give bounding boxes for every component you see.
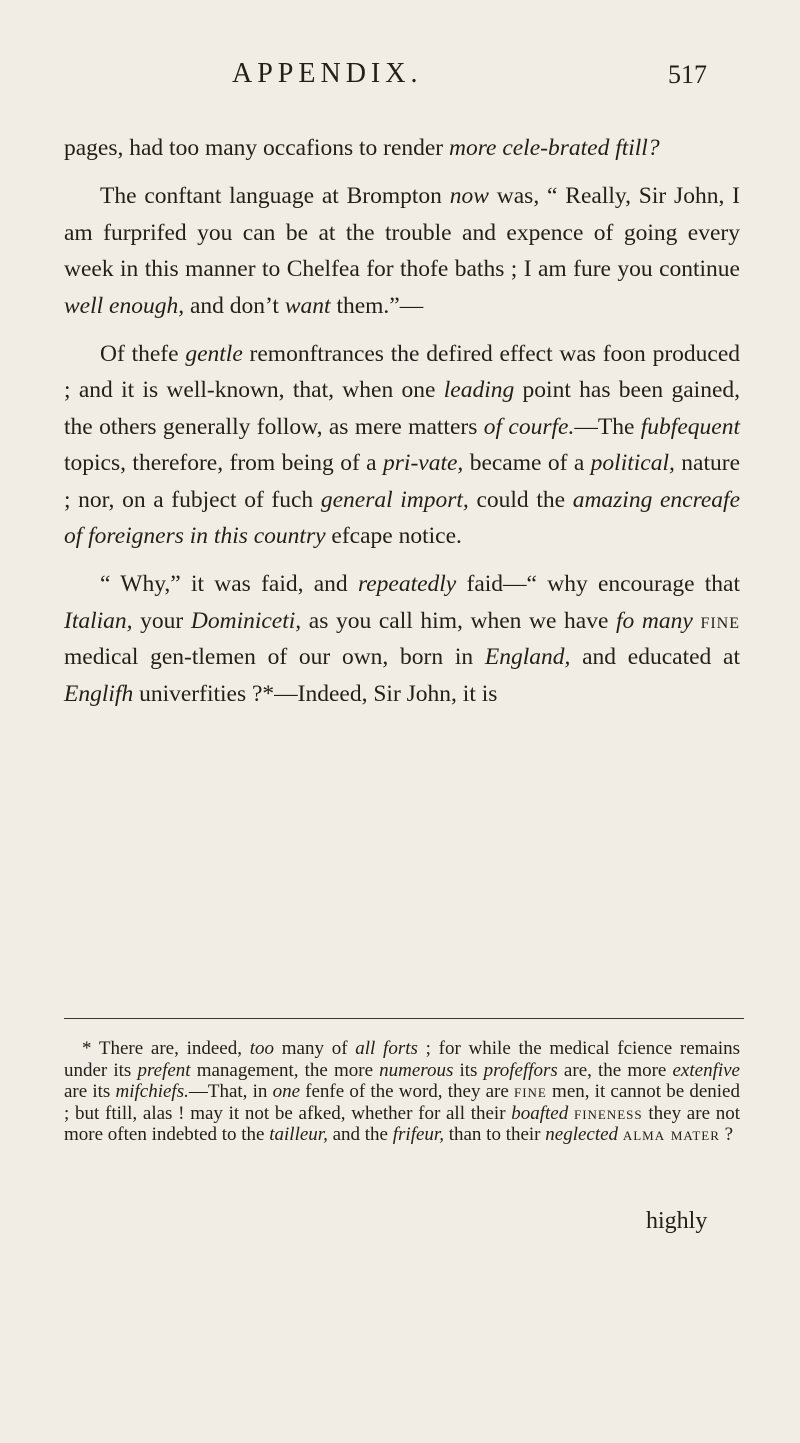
italic-span: well enough, — [64, 292, 185, 319]
text-span: pages, had too many occafions to render — [64, 135, 450, 161]
italic-span: pri-vate, — [383, 450, 464, 477]
italic-span: repeatedly — [357, 571, 457, 598]
text-span: they are not more often indebted to the — [64, 1102, 740, 1145]
text-span: management, the more — [190, 1059, 380, 1081]
text-span: “ Why,” it was faid, and — [100, 571, 358, 598]
text-span: than to their — [443, 1124, 546, 1145]
text-span: fenfe of the word, they are — [300, 1081, 514, 1102]
page-number: 517 — [668, 60, 707, 89]
text-span: * There are, indeed, — [82, 1038, 250, 1059]
footnote — [64, 1038, 740, 1146]
text-span: could the — [468, 486, 573, 513]
text-span: many of — [274, 1038, 356, 1059]
italic-span: neglected — [545, 1124, 619, 1145]
text-span: point has been gained, the others generally follow, as mere matters — [64, 377, 740, 440]
italic-span: fubfequent — [640, 413, 740, 440]
italic-span: Dominiceti, — [190, 607, 302, 634]
text-span: faid—“ why encourage that — [456, 571, 740, 598]
text-span: and don’t — [184, 292, 285, 319]
italic-span: extenfive — [672, 1059, 740, 1081]
italic-span: profeffors — [483, 1059, 558, 1081]
page-header — [0, 58, 800, 98]
italic-span: fo many — [616, 607, 693, 634]
italic-span: all forts — [355, 1038, 418, 1059]
running-head: APPENDIX. — [232, 58, 423, 89]
italic-span: boafted — [511, 1102, 569, 1124]
italic-span: amazing encreafe of foreigners in this country — [64, 486, 741, 550]
text-span: men, it cannot be denied ; but ftill, alas ! may it not be afked, whether for all their — [64, 1081, 740, 1124]
text-span: ? — [719, 1124, 734, 1145]
italic-span: too — [249, 1038, 275, 1059]
italic-span: tailleur, — [269, 1124, 328, 1145]
paragraph-2 — [64, 178, 740, 324]
text-span: remonftrances the defired effect was foon produced ; and it is well-known, that, when one — [64, 341, 741, 404]
text-span: The conftant language at Brompton — [100, 183, 450, 210]
paragraph-4 — [64, 566, 740, 712]
text-span: medical gen-tlemen of our own, born in — [64, 644, 485, 671]
text-span: nature ; nor, on a fubject of fuch — [64, 450, 740, 513]
text-span: topics, therefore, from being of a — [64, 450, 384, 477]
italic-span: one — [272, 1081, 300, 1102]
italic-span: more cele-brated ftill? — [449, 135, 660, 161]
italic-span: Englifh — [64, 680, 134, 707]
text-span: was, “ Really, Sir John, I am furprifed you can be at the trouble and expence of going every week in this manner to Chelfea for thofe baths ; I am fure you continue — [64, 183, 740, 283]
italic-span: prefent — [137, 1059, 191, 1081]
text-span: became of a — [463, 450, 591, 477]
text-span: ; for while the medical fcience remains under its — [64, 1038, 741, 1081]
text-span: your — [132, 607, 191, 634]
italic-span: political, — [590, 450, 675, 477]
italic-span: numerous — [379, 1059, 454, 1081]
smallcaps-span: alma mater — [622, 1124, 720, 1145]
text-span: —The — [574, 413, 641, 440]
body-text — [64, 130, 740, 712]
italic-span: England, — [484, 644, 571, 671]
italic-span: want — [284, 292, 331, 319]
text-span: are, the more — [557, 1059, 673, 1081]
text-span: —That, in — [188, 1081, 273, 1102]
italic-span: frifeur, — [392, 1124, 444, 1145]
text-span: univerfities ?*—Indeed, Sir John, it is — [133, 680, 498, 707]
smallcaps-span: fine — [700, 607, 741, 634]
footnote-divider — [64, 1018, 744, 1019]
smallcaps-span: fine — [513, 1081, 547, 1102]
italic-span: Italian, — [64, 607, 133, 634]
paragraph-1 — [64, 130, 740, 166]
text-span: as you call him, when we have — [301, 607, 617, 634]
text-span: efcape notice. — [325, 523, 462, 550]
italic-span: now — [449, 183, 489, 210]
text-span: them.”— — [330, 292, 424, 319]
italic-span: general import, — [320, 486, 469, 513]
italic-span: gentle — [185, 341, 243, 368]
italic-span: of courfe. — [483, 413, 575, 440]
italic-span: mifchiefs. — [115, 1081, 189, 1102]
smallcaps-span: fineness — [573, 1102, 643, 1124]
text-span: Of thefe — [100, 341, 186, 368]
text-span: and educated at — [570, 644, 741, 671]
text-span: its — [453, 1059, 484, 1081]
text-span: and the — [327, 1124, 393, 1145]
text-span: are its — [64, 1081, 116, 1102]
footnote-paragraph — [64, 1038, 740, 1146]
catchword: highly — [646, 1208, 708, 1234]
italic-span: leading — [443, 377, 515, 404]
paragraph-3 — [64, 336, 740, 554]
